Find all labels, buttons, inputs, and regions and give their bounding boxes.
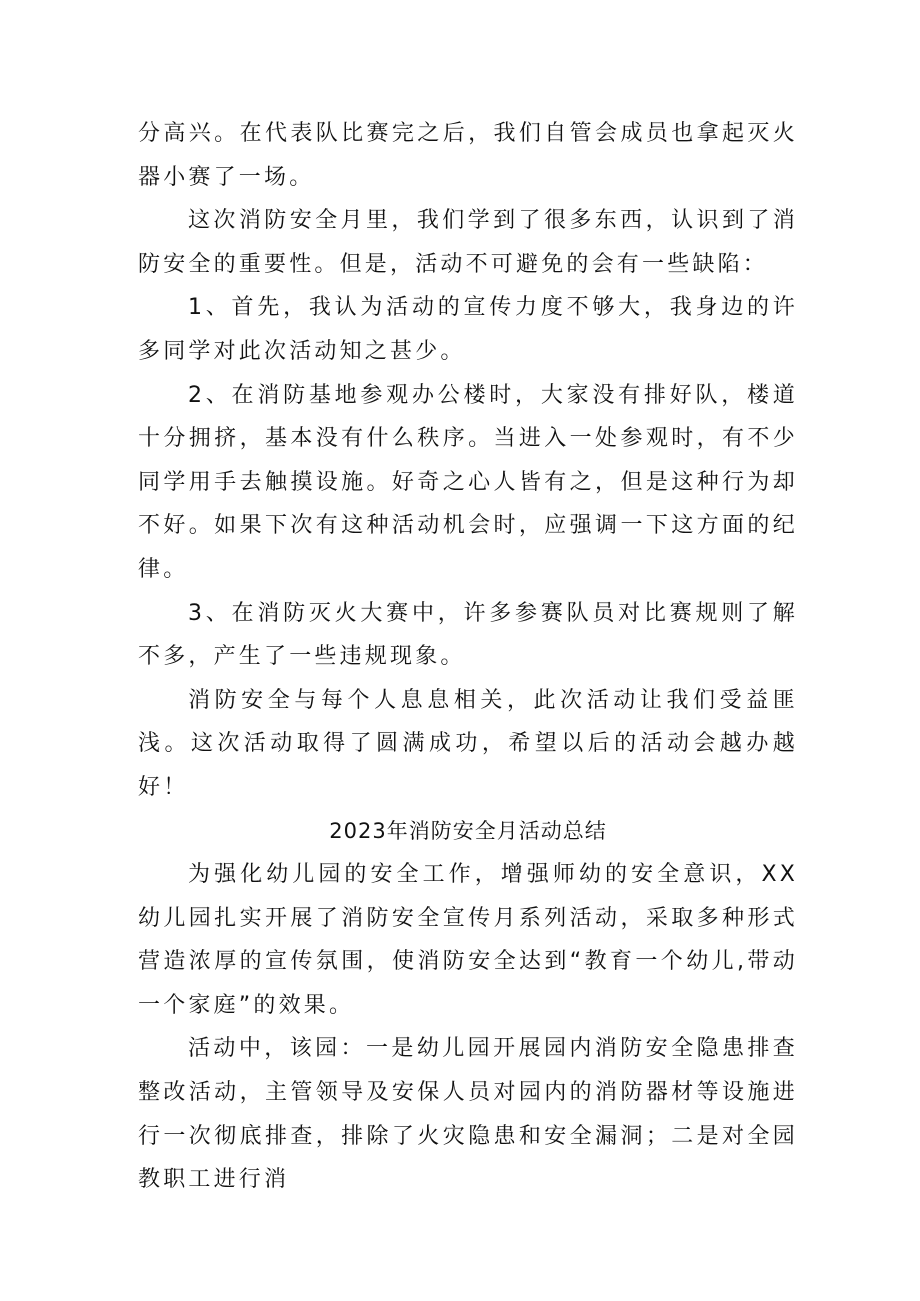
paragraph-point-3: 3、在消防灭火大赛中，许多参赛队员对比赛规则了解不多，产生了一些违规现象。	[138, 600, 798, 670]
document-body	[138, 112, 798, 1202]
paragraph-kindergarten-intro: 为强化幼儿园的安全工作，增强师幼的安全意识，XX幼儿园扎实开展了消防安全宣传月系列活动，采取多种形式营造浓厚的宣传氛围，使消防安全达到“教育一个幼儿,带动一个家庭”的效果。	[138, 862, 798, 1018]
paragraph-kindergarten-activities: 活动中，该园：一是幼儿园开展园内消防安全隐患排查整改活动，主管领导及安保人员对园内的消防器材等设施进行一次彻底排查，排除了火灾隐患和安全漏洞；二是对全园教职工进行消	[138, 1036, 798, 1193]
section-title: 2023年消防安全月活动总结	[329, 818, 607, 843]
paragraph-summary-intro: 这次消防安全月里，我们学到了很多东西，认识到了消防安全的重要性。但是，活动不可避免的会有一些缺陷：	[138, 208, 798, 277]
paragraph-point-1: 1、首先，我认为活动的宣传力度不够大，我身边的许多同学对此次活动知之甚少。	[138, 295, 798, 364]
paragraph-continued: 分高兴。在代表队比赛完之后，我们自管会成员也拿起灭火器小赛了一场。	[138, 121, 798, 190]
paragraph-point-2: 2、在消防基地参观办公楼时，大家没有排好队，楼道十分拥挤，基本没有什么秩序。当进入一处参观时，有不少同学用手去触摸设施。好奇之心人皆有之，但是这种行为却不好。如果下次有这种活动机会时，应强调一下这方面的纪律。	[138, 382, 798, 582]
paragraph-conclusion: 消防安全与每个人息息相关，此次活动让我们受益匪浅。这次活动取得了圆满成功，希望以后的活动会越办越好！	[138, 687, 798, 800]
